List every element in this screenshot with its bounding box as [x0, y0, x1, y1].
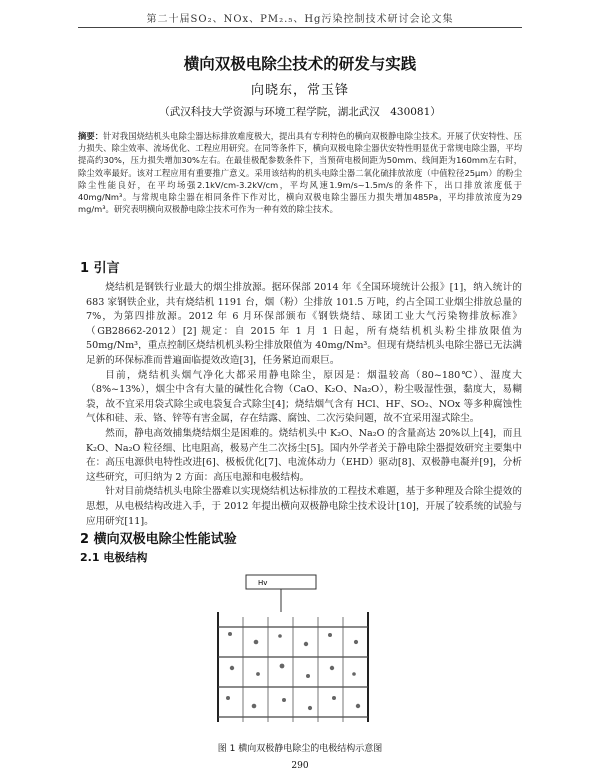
- intro-paragraph-2: 目前，烧结机头烟气净化大都采用静电除尘，原因是：烟温较高（80~180℃）、湿度大（8%~13%），烟尘中含有大量的碱性化合物（CaO、K₂O、Na₂O），粉尘吸湿性强，黏度大，易糊袋，故不宜采用袋式除尘或电袋复合式除尘[4]；烧结烟气含有 HCl、HF、SO₂、NOx 等多种腐蚀性气体和硅、汞、铬、锌等有害金属，存在结露、腐蚀、二次污染问题，故不宜采用湿式除尘。: [86, 369, 522, 425]
- running-header: 第二十届SO₂、NOx、PM₂.₅、Hg污染控制技术研讨会论文集: [146, 14, 454, 25]
- hv-label: Hv: [258, 579, 268, 587]
- paper-title: 横向双极电除尘技术的研发与实践: [183, 55, 417, 73]
- intro-paragraph-1: 烧结机是钢铁行业最大的烟尘排放源。据环保部 2014 年《全国环境统计公报》[1]，纳入统计的 683 家钢铁企业，共有烧结机 1191 台，烟（粉）尘排放 101.5 万吨，约占全国工业烟尘排放总量的 7%，为第四排放源。2012 年 6 月环保部颁布《钢铁烧结、球团工业大气污染物排放标准》（GB28662-2012）[2] 规定：自 2015 年 1 月 1 日起，所有烧结机机头粉尘排放限值为 50mg/Nm³，重点控制区烧结机机头粉尘排放限值为 40mg/Nm³。但现有烧结机头电除尘器已无法满足新的环保标准而普遍面临提效改造[3]，任务紧迫而艰巨。: [86, 282, 522, 366]
- header-rule: [78, 27, 522, 28]
- intro-paragraph-3: 然而，静电高效捕集烧结烟尘是困难的。烧结机头中 K₂O、Na₂O 的含量高达 20%以上[4]，而且 K₂O、Na₂O 粒径细、比电阻高，极易产生二次扬尘[5]。国内外学者关于静电除尘器提效研究主要集中在：高压电源供电特性改进[6]、极板优化[7]、电流体动力（EHD）驱动[8]、双极静电凝并[9]，分析这些研究，可归纳为 2 方面：高压电源和电极结构。: [86, 427, 522, 483]
- affiliation: （武汉科技大学资源与环境工程学院，湖北武汉 430081）: [159, 106, 441, 118]
- hv-supply-box: [246, 575, 316, 589]
- intro-body: [86, 281, 522, 529]
- abstract-label: 摘要：: [78, 131, 104, 141]
- intro-paragraph-4: 针对目前烧结机头电除尘器难以实现烧结机达标排放的工程技术难题，基于多种理及合除尘提效的思想，从电极结构改进入手，于 2012 年提出横向双极静电除尘技术设计[10]，开展了较系统的试验与应用研究[11]。: [86, 486, 522, 527]
- section-1-title: 1 引言: [80, 261, 120, 276]
- abstract-text: 针对我国烧结机头电除尘器达标排放难度极大，提出具有专利特色的横向双极静电除尘技术。开展了伏安特性、压力损失、除尘效率、流场优化、工程应用研究。在同等条件下，横向双极电除尘器伏安特性明显优于常规电除尘器，平均提高约30%，压力损失增加30%左右。在最佳极配参数条件下，当预荷电极间距为50mm、线间距为160mm左右时，除尘效率最好。该对工程应用有重要推广意义。采用该结构的机头电除尘器二氧化硫排放浓度（中值粒径25μm）的粉尘除尘性能良好，在平均场强2.1kV/cm-3.2kV/cm，平均风速1.9m/s~1.5m/s的条件下，出口排放浓度低于40mg/Nm³。与常规电除尘器在相同条件下作对比，横向双极电除尘器压力损失增加485Pa，平均排放浓度为29 mg/m³。研究表明横向双极静电除尘技术可作为一种有效的除尘技术。: [78, 131, 522, 215]
- section-2-title: 2 横向双极电除尘性能试验: [80, 532, 237, 547]
- authors: 向晓东，常玉锋: [250, 83, 349, 98]
- abstract: [78, 130, 522, 215]
- discharge-wires: [243, 617, 343, 722]
- electrode-structure-diagram: [198, 572, 388, 732]
- page-number: 290: [291, 761, 309, 771]
- section-2-1-title: 2.1 电极结构: [80, 551, 148, 564]
- figure-caption: 图 1 横向双极静电除尘的电极结构示意图: [217, 744, 383, 754]
